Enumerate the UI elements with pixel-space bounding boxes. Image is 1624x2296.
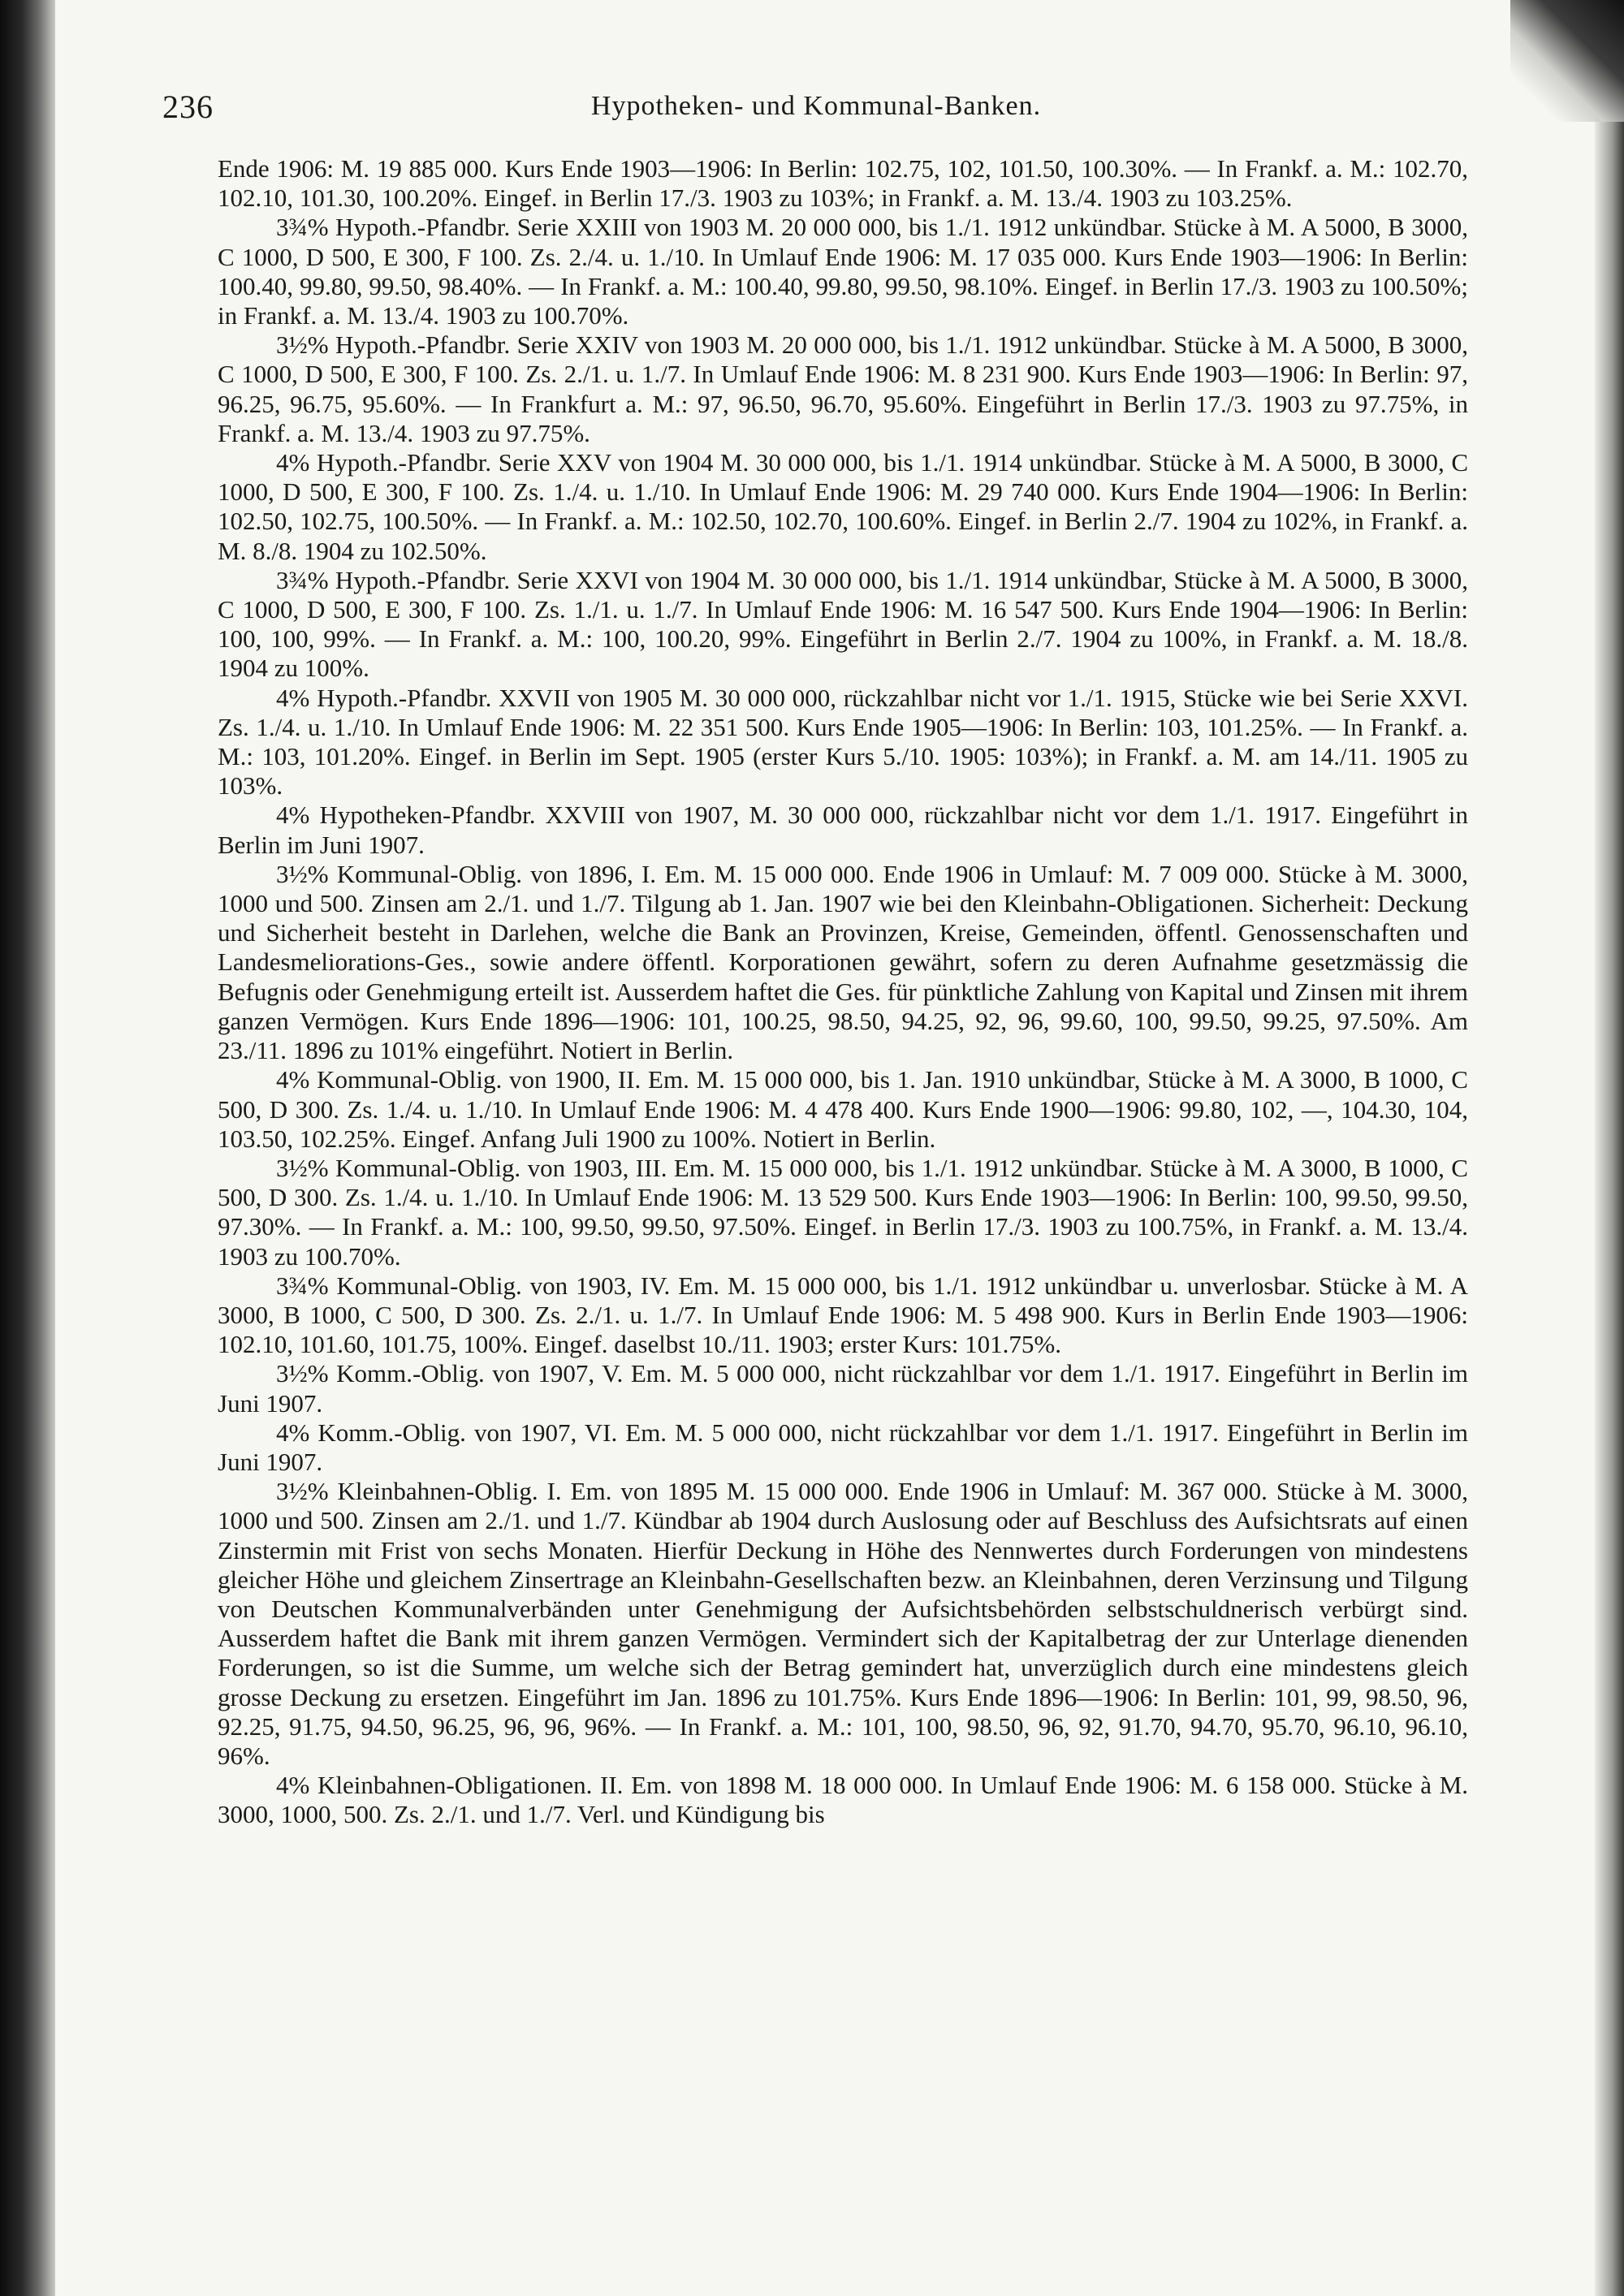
- paragraph: 3¾% Hypoth.-Pfandbr. Serie XXVI von 1904 M. 30 000 000, bis 1./1. 1914 unkündbar, Stücke à M. A 5000, B 3000, C 1000, D 500, E 300, F 100. Zs. 1./1. u. 1./7. In Umlauf Ende 1906: M. 16 547 500. Kurs Ende 1904—1906: In Berlin: 100, 100, 99%. — In Frankf. a. M.: 100, 100.20, 99%. Eingeführt in Berlin 2./7. 1904 zu 100%, in Frankf. a. M. 18./8. 1904 zu 100%.: [218, 565, 1468, 683]
- page-number: 236: [162, 88, 214, 125]
- paragraph: 3½% Kommunal-Oblig. von 1896, I. Em. M. 15 000 000. Ende 1906 in Umlauf: M. 7 009 000. Stücke à M. 3000, 1000 und 500. Zinsen am 2./1. und 1./7. Tilgung ab 1. Jan. 1907 wie bei den Kleinbahn-Obligationen. Sicherheit: Deckung und Sicherheit besteht in Darlehen, welche die Bank an Provinzen, Kreise, Gemeinden, öffentl. Genossenschaften und Landesmeliorations-Ges., sowie andere öffentl. Korporationen gewährt, sofern zu deren Aufnahme gesetzmässig die Befugnis oder Genehmigung erteilt ist. Ausserdem haftet die Ges. für pünktliche Zahlung von Kapital und Zinsen mit ihrem ganzen Vermögen. Kurs Ende 1896—1906: 101, 100.25, 98.50, 94.25, 92, 96, 99.60, 100, 99.50, 99.25, 97.50%. Am 23./11. 1896 zu 101% eingeführt. Notiert in Berlin.: [218, 859, 1468, 1065]
- paragraph: 4% Hypoth.-Pfandbr. XXVII von 1905 M. 30 000 000, rückzahlbar nicht vor 1./1. 1915, Stücke wie bei Serie XXVI. Zs. 1./4. u. 1./10. In Umlauf Ende 1906: M. 22 351 500. Kurs Ende 1905—1906: In Berlin: 103, 101.25%. — In Frankf. a. M.: 103, 101.20%. Eingef. in Berlin im Sept. 1905 (erster Kurs 5./10. 1905: 103%); in Frankf. a. M. am 14./11. 1905 zu 103%.: [218, 683, 1468, 801]
- page-header: [162, 88, 1470, 133]
- paragraph: 3½% Kommunal-Oblig. von 1903, III. Em. M. 15 000 000, bis 1./1. 1912 unkündbar. Stücke à M. A 3000, B 1000, C 500, D 300. Zs. 1./4. u. 1./10. In Umlauf Ende 1906: M. 13 529 500. Kurs Ende 1903—1906: In Berlin: 100, 99.50, 99.50, 97.30%. — In Frankf. a. M.: 100, 99.50, 99.50, 97.50%. Eingef. in Berlin 17./3. 1903 zu 100.75%, in Frankf. a. M. 13./4. 1903 zu 100.70%.: [218, 1153, 1468, 1271]
- running-title: Hypotheken- und Kommunal-Banken.: [590, 91, 1042, 121]
- page-edge-shadow: [1595, 0, 1624, 2296]
- paragraph: 4% Komm.-Oblig. von 1907, VI. Em. M. 5 000 000, nicht rückzahlbar vor dem 1./1. 1917. Eingeführt in Berlin im Juni 1907.: [218, 1418, 1468, 1476]
- paragraph: 3½% Hypoth.-Pfandbr. Serie XXIV von 1903 M. 20 000 000, bis 1./1. 1912 unkündbar. Stücke à M. A 5000, B 3000, C 1000, D 500, E 300, F 100. Zs. 2./1. u. 1./7. In Umlauf Ende 1906: M. 8 231 900. Kurs Ende 1903—1906: In Berlin: 97, 96.25, 96.75, 95.60%. — In Frankfurt a. M.: 97, 96.50, 96.70, 95.60%. Eingeführt in Berlin 17./3. 1903 zu 97.75%, in Frankf. a. M. 13./4. 1903 zu 97.75%.: [218, 330, 1468, 447]
- paragraph: 3½% Kleinbahnen-Oblig. I. Em. von 1895 M. 15 000 000. Ende 1906 in Umlauf: M. 367 000. Stücke à M. 3000, 1000 und 500. Zinsen am 2./1. und 1./7. Kündbar ab 1904 durch Auslosung oder auf Beschluss des Aufsichtsrats auf einen Zinstermin mit Frist von sechs Monaten. Hierfür Deckung in Höhe des Nennwertes durch Forderungen von mindestens gleicher Höhe und gleichem Zinsertrage an Kleinbahn-Gesellschaften bezw. an Kleinbahnen, deren Verzinsung und Tilgung von Deutschen Kommunalverbänden unter Genehmigung der Aufsichtsbehörden selbstschuldnerisch verbürgt sind. Ausserdem haftet die Bank mit ihrem ganzen Vermögen. Vermindert sich der Kapitalbetrag der zur Unterlage dienenden Forderungen, so ist die Summe, um welche sich der Betrag gemindert hat, unverzüglich durch eine mindestens gleich grosse Deckung zu ersetzen. Eingeführt im Jan. 1896 zu 101.75%. Kurs Ende 1896—1906: In Berlin: 101, 99, 98.50, 96, 92.25, 91.75, 94.50, 96.25, 96, 96, 96%. — In Frankf. a. M.: 101, 100, 98.50, 96, 92, 91.70, 94.70, 95.70, 96.10, 96.10, 96%.: [218, 1477, 1468, 1770]
- book-binding-shadow: [0, 0, 55, 2296]
- body-text: [218, 154, 1468, 1830]
- paragraph: 4% Kleinbahnen-Obligationen. II. Em. von 1898 M. 18 000 000. In Umlauf Ende 1906: M. 6 158 000. Stücke à M. 3000, 1000, 500. Zs. 2./1. und 1./7. Verl. und Kündigung bis: [218, 1771, 1468, 1829]
- paragraph: Ende 1906: M. 19 885 000. Kurs Ende 1903—1906: In Berlin: 102.75, 102, 101.50, 100.30%. — In Frankf. a. M.: 102.70, 102.10, 101.30, 100.20%. Eingef. in Berlin 17./3. 1903 zu 103%; in Frankf. a. M. 13./4. 1903 zu 103.25%.: [218, 154, 1468, 213]
- page-corner-curl: [1510, 0, 1624, 122]
- paragraph: 4% Kommunal-Oblig. von 1900, II. Em. M. 15 000 000, bis 1. Jan. 1910 unkündbar, Stücke à M. A 3000, B 1000, C 500, D 300. Zs. 1./4. u. 1./10. In Umlauf Ende 1906: M. 4 478 400. Kurs Ende 1900—1906: 99.80, 102, —, 104.30, 104, 103.50, 102.25%. Eingef. Anfang Juli 1900 zu 100%. Notiert in Berlin.: [218, 1065, 1468, 1153]
- paragraph: 4% Hypoth.-Pfandbr. Serie XXV von 1904 M. 30 000 000, bis 1./1. 1914 unkündbar. Stücke à M. A 5000, B 3000, C 1000, D 500, E 300, F 100. Zs. 1./4. u. 1./10. In Umlauf Ende 1906: M. 29 740 000. Kurs Ende 1904—1906: In Berlin: 102.50, 102.75, 100.50%. — In Frankf. a. M.: 102.50, 102.70, 100.60%. Eingef. in Berlin 2./7. 1904 zu 102%, in Frankf. a. M. 8./8. 1904 zu 102.50%.: [218, 448, 1468, 565]
- paragraph: 3¾% Kommunal-Oblig. von 1903, IV. Em. M. 15 000 000, bis 1./1. 1912 unkündbar u. unverlosbar. Stücke à M. A 3000, B 1000, C 500, D 300. Zs. 2./1. u. 1./7. In Umlauf Ende 1906: M. 5 498 900. Kurs in Berlin Ende 1903—1906: 102.10, 101.60, 101.75, 100%. Eingef. daselbst 10./11. 1903; erster Kurs: 101.75%.: [218, 1271, 1468, 1359]
- paragraph: 3½% Komm.-Oblig. von 1907, V. Em. M. 5 000 000, nicht rückzahlbar vor dem 1./1. 1917. Eingeführt in Berlin im Juni 1907.: [218, 1359, 1468, 1418]
- paragraph: 4% Hypotheken-Pfandbr. XXVIII von 1907, M. 30 000 000, rückzahlbar nicht vor dem 1./1. 1917. Eingeführt in Berlin im Juni 1907.: [218, 801, 1468, 859]
- paragraph: 3¾% Hypoth.-Pfandbr. Serie XXIII von 1903 M. 20 000 000, bis 1./1. 1912 unkündbar. Stücke à M. A 5000, B 3000, C 1000, D 500, E 300, F 100. Zs. 2./4. u. 1./10. In Umlauf Ende 1906: M. 17 035 000. Kurs Ende 1903—1906: In Berlin: 100.40, 99.80, 99.50, 98.40%. — In Frankf. a. M.: 100.40, 99.80, 99.50, 98.10%. Eingef. in Berlin 17./3. 1903 zu 100.50%; in Frankf. a. M. 13./4. 1903 zu 100.70%.: [218, 213, 1468, 330]
